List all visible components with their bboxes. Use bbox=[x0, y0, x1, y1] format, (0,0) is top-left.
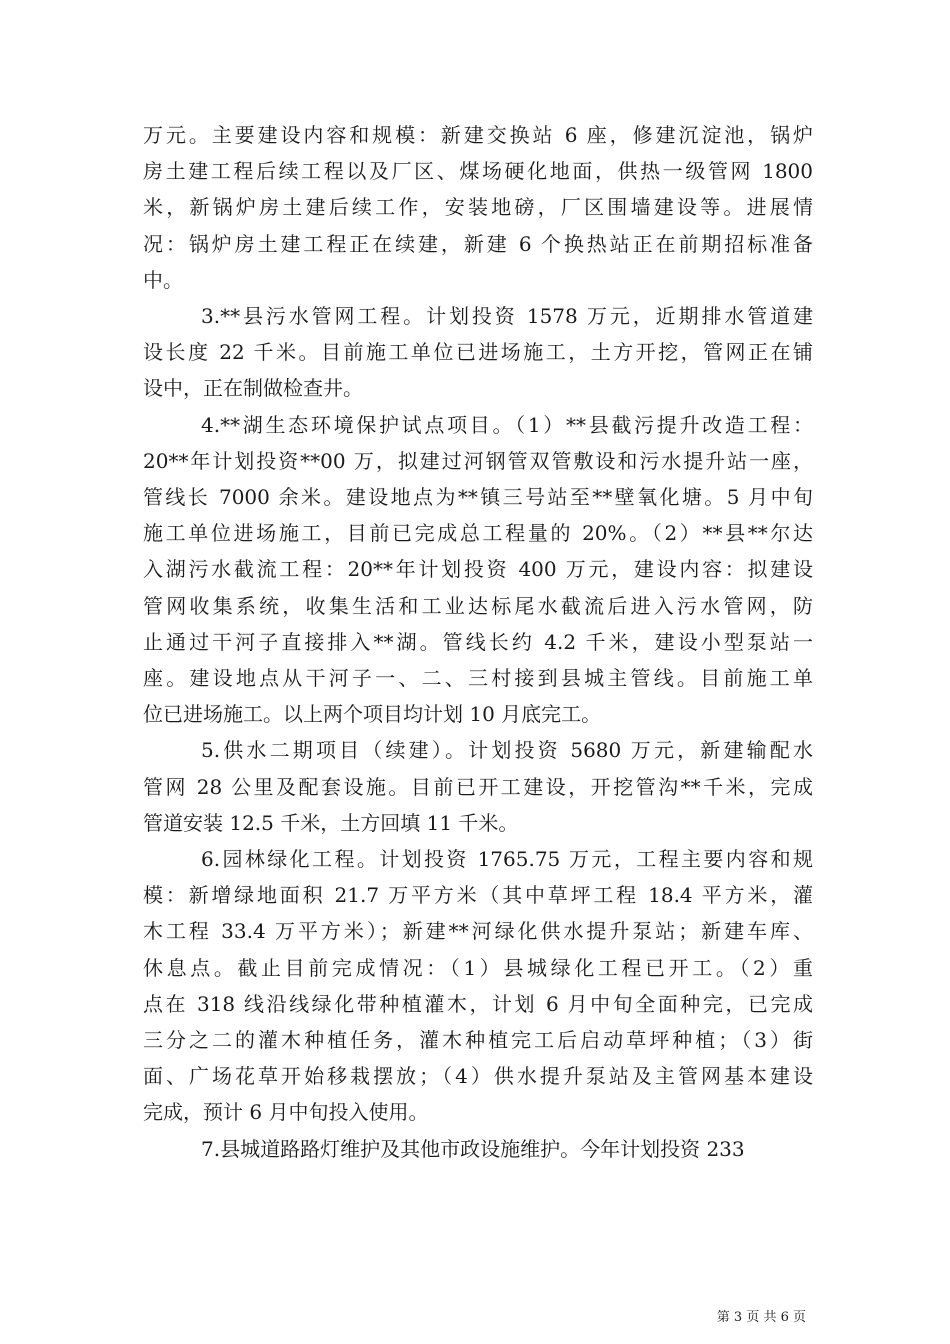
text-line: 4.**湖生态环境保护试点项目。（1）**县截污提升改造工程： bbox=[201, 412, 813, 437]
text-line: 设长度 22 千米。目前施工单位已进场施工，土方开挖，管网正在铺 bbox=[143, 340, 813, 365]
text-line: 完成，预计 6 月中旬投入使用。 bbox=[143, 1100, 429, 1125]
text-line: 6.园林绿化工程。计划投资 1765.75 万元，工程主要内容和规 bbox=[201, 847, 813, 872]
text-line: 三分之二的灌木种植任务，灌木种植完工后启动草坪种植；（3）街 bbox=[143, 1028, 813, 1053]
text-line: 20**年计划投资**00 万，拟建过河钢管双管敷设和污水提升站一座， bbox=[143, 448, 813, 473]
text-line: 管道安装 12.5 千米，土方回填 11 千米。 bbox=[143, 810, 519, 835]
text-line: 况：锅炉房土建工程正在续建，新建 6 个换热站正在前期招标准备 bbox=[143, 231, 813, 256]
paragraph-3 bbox=[143, 407, 813, 733]
text-line: 设中，正在制做检查井。 bbox=[143, 376, 363, 401]
text-line: 3.**县污水管网工程。计划投资 1578 万元，近期排水管道建 bbox=[201, 304, 813, 329]
text-line: 入湖污水截流工程：20**年计划投资 400 万元，建设内容：拟建设 bbox=[143, 557, 813, 582]
text-line: 管线长 7000 余米。建设地点为**镇三号站至**壁氧化塘。5 月中旬 bbox=[143, 485, 813, 510]
text-line: 止通过干河子直接排入**湖。管线长约 4.2 千米，建设小型泵站一 bbox=[143, 629, 813, 654]
text-line: 管网 28 公里及配套设施。目前已开工建设，开挖管沟**千米，完成 bbox=[143, 774, 813, 799]
paragraph-4 bbox=[143, 732, 813, 841]
text-line: 点在 318 线沿线绿化带种植灌木，计划 6 月中旬全面种完，已完成 bbox=[143, 991, 813, 1016]
text-line: 7.县城道路路灯维护及其他市政设施维护。今年计划投资 233 bbox=[201, 1136, 745, 1161]
text-line: 房土建工程后续工程以及厂区、煤场硬化地面，供热一级管网 1800 bbox=[143, 159, 813, 184]
text-line: 模：新增绿地面积 21.7 万平方米（其中草坪工程 18.4 平方米，灌 bbox=[143, 883, 813, 908]
paragraph-2 bbox=[143, 298, 813, 407]
paragraph-6 bbox=[143, 1131, 813, 1167]
document-body bbox=[143, 117, 813, 1167]
text-line: 面、广场花草开始移栽摆放；（4）供水提升泵站及主管网基本建设 bbox=[143, 1064, 813, 1089]
text-line: 木工程 33.4 万平方米）；新建**河绿化供水提升泵站；新建车库、 bbox=[143, 919, 813, 944]
text-line: 管网收集系统，收集生活和工业达标尾水截流后进入污水管网，防 bbox=[143, 593, 813, 618]
text-line: 休息点。截止目前完成情况：（1）县城绿化工程已开工。（2）重 bbox=[143, 955, 813, 980]
paragraph-1 bbox=[143, 117, 813, 298]
text-line: 万元。主要建设内容和规模：新建交换站 6 座，修建沉淀池，锅炉 bbox=[143, 123, 813, 147]
text-line: 施工单位进场施工，目前已完成总工程量的 20%。（2）**县**尔达 bbox=[143, 521, 813, 546]
text-line: 位已进场施工。以上两个项目均计划 10 月底完工。 bbox=[143, 702, 602, 727]
page-number-footer: 第 3 页 共 6 页 bbox=[716, 1310, 806, 1325]
text-line: 中。 bbox=[143, 267, 183, 292]
paragraph-5 bbox=[143, 841, 813, 1131]
text-line: 米，新锅炉房土建后续工作，安装地磅，厂区围墙建设等。进展情 bbox=[143, 195, 813, 220]
text-line: 座。建设地点从干河子一、二、三村接到县城主管线。目前施工单 bbox=[143, 666, 813, 691]
text-line: 5.供水二期项目（续建）。计划投资 5680 万元，新建输配水 bbox=[201, 738, 813, 763]
